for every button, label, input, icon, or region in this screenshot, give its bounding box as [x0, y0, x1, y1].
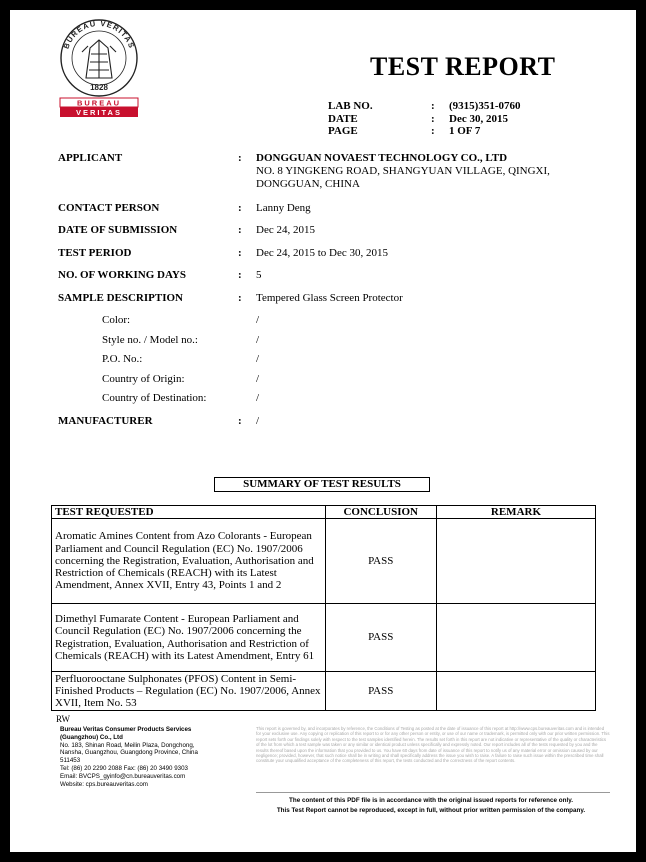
meta-colon: : [431, 100, 435, 112]
submission-label: DATE OF SUBMISSION [58, 224, 178, 236]
table-row [52, 672, 596, 711]
period-colon: : [238, 247, 242, 259]
meta-key: PAGE [328, 125, 358, 137]
header-conclusion: CONCLUSION [325, 506, 436, 519]
contact-value: Lanny Deng [256, 202, 311, 214]
sample-colon: : [238, 292, 242, 304]
footer-note-1: The content of this PDF file is in accordance with the original issued reports for reference only. [289, 797, 573, 804]
logo-ring-text: BUREAU VERITAS [61, 18, 137, 51]
meta-colon: : [431, 112, 435, 125]
preparer-initials: RW [56, 714, 71, 724]
footer-divider [256, 792, 610, 793]
applicant-label: APPLICANT [58, 152, 123, 164]
address-line: Nansha, Guangzhou, Guangdong Province, China [60, 749, 198, 757]
sample-detail-label: Color: [102, 314, 131, 326]
applicant-name: DONGGUAN NOVAEST TECHNOLOGY CO., LTD [256, 152, 508, 164]
address-line: No. 183, Shinan Road, Meilin Plaza, Dongchong, [60, 741, 195, 749]
results-table [51, 505, 596, 711]
submission-value: Dec 24, 2015 [256, 224, 315, 236]
manufacturer-colon: : [238, 415, 242, 427]
sample-label: SAMPLE DESCRIPTION [58, 292, 183, 304]
website-line: Website: cps.bureauveritas.com [60, 780, 148, 788]
sample-detail-value: / [256, 392, 260, 404]
company-name-line-1: Bureau Veritas Consumer Products Services [60, 726, 192, 733]
workdays-value: 5 [256, 269, 262, 281]
sample-detail-label: Country of Origin: [102, 373, 185, 385]
report-meta [328, 100, 521, 138]
meta-value: 1 OF 7 [449, 125, 481, 137]
applicant-address-1: NO. 8 YINGKENG ROAD, SHANGYUAN VILLAGE, QINGXI, [256, 165, 550, 177]
workdays-label: NO. OF WORKING DAYS [58, 269, 186, 281]
email-line: Email: BVCPS_gyinfo@cn.bureauveritas.com [60, 772, 186, 780]
logo-band-bottom: VERITAS [76, 108, 122, 117]
test-requested-cell: Dimethyl Fumarate Content - European Parliament and Council Regulation (EC) No. 1907/2006 concerning the Registration, Evaluation, Authorisation and Restriction of Chemicals (REACH) with its Latest Amendment, Entry 61 [52, 604, 326, 672]
sample-detail-value: / [256, 314, 260, 326]
conclusion-cell: PASS [325, 672, 436, 711]
meta-colon: : [431, 125, 435, 137]
address-line: 511453 [60, 757, 81, 765]
contact-colon: : [238, 202, 242, 214]
meta-key: DATE [328, 112, 358, 125]
sample-detail-label: Style no. / Model no.: [102, 334, 198, 346]
emblem-icon [82, 40, 116, 78]
legal-disclaimer: This report is governed by, and incorporates by reference, the Conditions of Testing as posted at the date of issuance of this report at http://www.cps.bureauveritas.com and is intended for your exclusive use. Any copying or replication of this report to or for any other person or entity, or use of our name or trademark, is permitted only with our prior written permission. This report sets forth our findings solely with respect to the test samples identified herein. The results set forth in this report are not indicative or representative of the quality or characteristics of the lot from which a test sample was taken or any similar or identical product unless specifically and expressly noted. Our report includes all of the tests requested by you and the results thereof based upon the information that you provided to us. You have 60 days from date of issuance of this report to notify us of any material error or omission caused by our negligence; provided, however, that such notice shall be in writing and shall specifically address the issue you wish to raise. A failure to raise such issue within the prescribed time shall constitute your unqualified acceptance of the completeness of this report, the tests conducted and the correctness of the report contents. [256, 726, 610, 764]
company-address-block [60, 726, 250, 788]
remark-cell [436, 519, 595, 604]
bureau-veritas-logo [58, 18, 140, 118]
meta-date [328, 113, 521, 126]
period-value: Dec 24, 2015 to Dec 30, 2015 [256, 247, 388, 259]
sample-detail-value: / [256, 334, 260, 346]
meta-value: (9315)351-0760 [449, 100, 521, 112]
results-header-row [52, 506, 596, 519]
logo-year: 1828 [90, 83, 108, 92]
sample-value: Tempered Glass Screen Protector [256, 292, 403, 304]
conclusion-cell: PASS [325, 604, 436, 672]
company-name-line-2: (Guangzhou) Co., Ltd [60, 733, 123, 741]
manufacturer-label: MANUFACTURER [58, 415, 153, 427]
logo-band-top: BUREAU [76, 98, 122, 108]
submission-colon: : [238, 224, 242, 236]
summary-title: SUMMARY OF TEST RESULTS [214, 477, 430, 492]
conclusion-cell: PASS [325, 519, 436, 604]
meta-key: LAB NO. [328, 100, 373, 112]
workdays-colon: : [238, 269, 242, 281]
manufacturer-value: / [256, 415, 260, 427]
test-requested-cell: Aromatic Amines Content from Azo Colorants - European Parliament and Council Regulation (EC) No. 1907/2006 concerning the Registration, Evaluation, Authorisation and Restriction of Chemicals (REACH) with its Latest Amendment, Annex XVII, Entry 43, Points 1 and 2 [52, 519, 326, 604]
meta-lab-no [328, 100, 521, 113]
footer-note-2: This Test Report cannot be reproduced, except in full, without prior written permission of the company. [276, 807, 586, 814]
sample-detail-label: Country of Destination: [102, 392, 207, 404]
period-label: TEST PERIOD [58, 247, 132, 259]
test-requested-cell: Perfluorooctane Sulphonates (PFOS) Content in Semi-Finished Products – Regulation (EC) No. 1907/2006, Annex XVII, Item No. 53 [52, 672, 326, 711]
meta-value: Dec 30, 2015 [449, 112, 508, 125]
phone-fax-line: Tel: (86) 20 2290 2088 Fax: (86) 20 3490 9303 [60, 764, 188, 772]
table-row [52, 604, 596, 672]
remark-cell [436, 672, 595, 711]
contact-label: CONTACT PERSON [58, 202, 160, 214]
sample-detail-value: / [256, 353, 260, 365]
report-page [10, 10, 636, 852]
meta-page [328, 125, 521, 138]
sample-detail-value: / [256, 373, 260, 385]
header-test-requested: TEST REQUESTED [52, 506, 326, 519]
applicant-address-2: DONGGUAN, CHINA [256, 178, 360, 190]
remark-cell [436, 604, 595, 672]
table-row [52, 519, 596, 604]
report-title: TEST REPORT [370, 52, 556, 81]
applicant-colon: : [238, 152, 242, 164]
sample-detail-label: P.O. No.: [102, 353, 143, 365]
header-remark: REMARK [436, 506, 595, 519]
